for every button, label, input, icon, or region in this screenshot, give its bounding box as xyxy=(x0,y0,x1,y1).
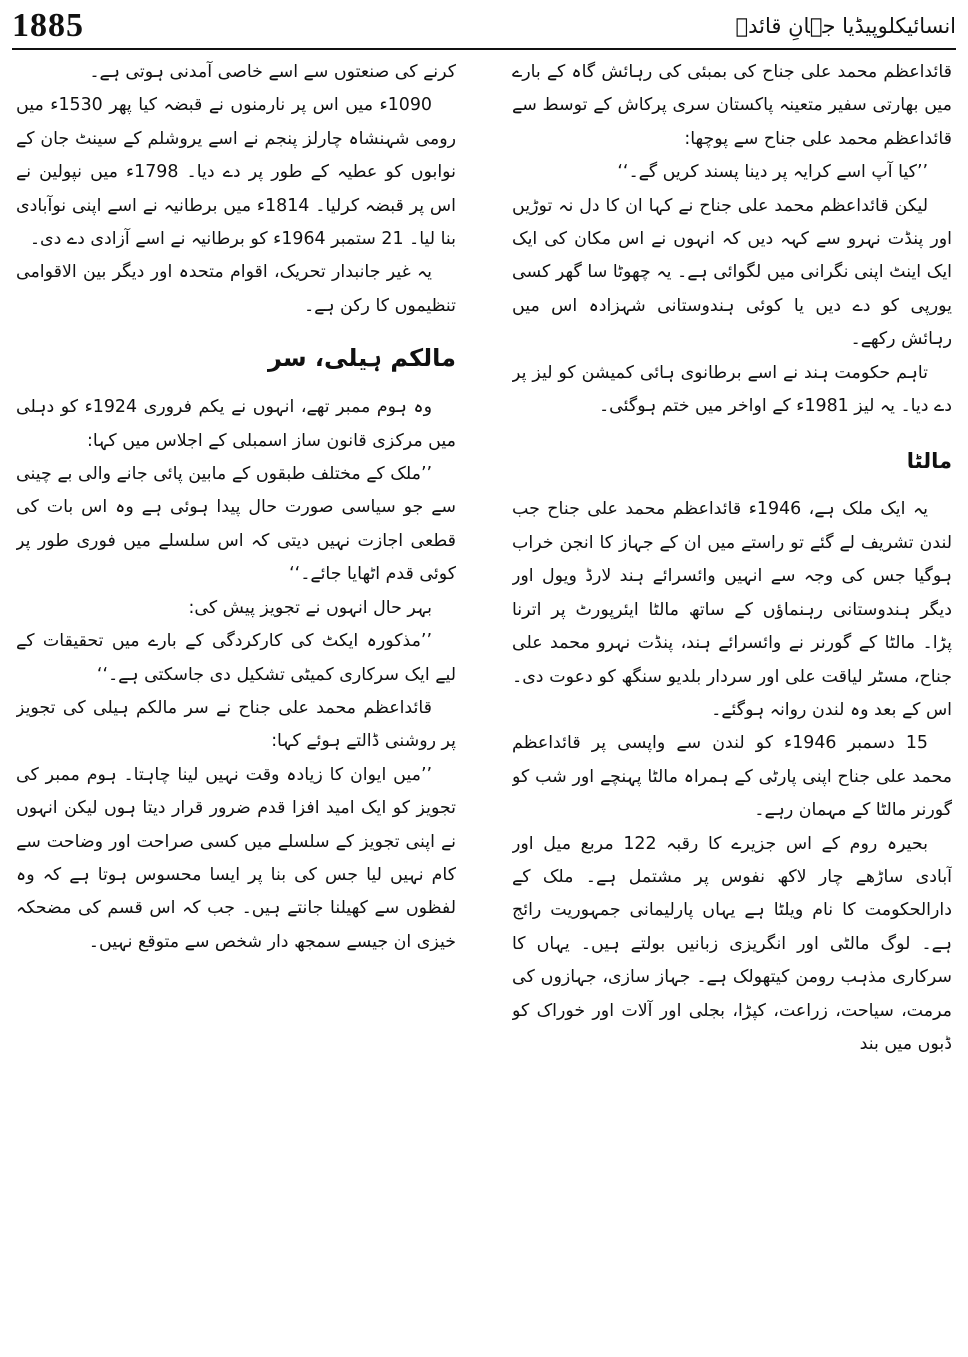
paragraph: قائداعظم محمد علی جناح نے سر مالکم ہیلی کی تجویز پر روشنی ڈالتے ہوئے کہا: xyxy=(16,697,456,752)
paragraph: یہ غیر جانبدار تحریک، اقوام متحدہ اور دیگر بین الاقوامی تنظیموں کا رکن ہے۔ xyxy=(16,262,456,316)
right-column xyxy=(512,56,952,1061)
quote: ’’مذکورہ ایکٹ کی کارکردگی کے بارے میں تحقیقات کے لیے ایک سرکاری کمیٹی تشکیل دی جاسکتی ہے۔‘‘ xyxy=(16,631,456,685)
page-number: 1885 xyxy=(12,7,84,44)
page-header xyxy=(12,4,956,48)
quote: ’’میں ایوان کا زیادہ وقت نہیں لینا چاہتا۔ ہوم ممبر کی تجویز کو ایک امید افزا قدم ضرور قرار دیتا ہوں لیکن انہوں نے اپنی تجویز کے سلسلے میں کسی صراحت اور وضاحت سے کام نہیں لیا جس کی بنا پر ایسا محسوس ہوتا ہے کہ وہ لفظوں سے کھیلنا جانتے ہیں۔ جب کہ اس قسم کی مضحکہ خیزی ان جیسے سمجھ دار شخص سے متوقع نہیں۔ xyxy=(16,764,456,952)
section-heading-malcolm-hailey: مالکم ہیلی، سر xyxy=(268,344,456,373)
running-title: انسائیکلوپیڈیا جہانِ قائدؒ xyxy=(735,14,956,38)
quote: ’’ملک کے مختلف طبقوں کے مابین پائی جانے والی بے چینی سے جو سیاسی صورت حال پیدا ہوئی ہے وہ اس بات کی قطعی اجازت نہیں دیتی کہ اس سلسلے میں فوری طور پر کوئی قدم اٹھایا جائے۔‘‘ xyxy=(16,464,456,585)
paragraph: بہر حال انہوں نے تجویز پیش کی: xyxy=(188,597,432,618)
paragraph: لیکن قائداعظم محمد علی جناح نے کہا ان کا دل نہ توڑیں اور پنڈت نہرو سے کہہ دیں کہ انہوں نے اس مکان کی ایک ایک اینٹ اپنی نگرانی میں لگوائی ہے۔ یہ چھوٹا سا گھر کسی یورپی کو دے دیں یا کوئی ہندوستانی شہزادہ اس میں رہائش رکھے۔ xyxy=(512,195,952,350)
paragraph: کرنے کی صنعتوں سے اسے خاصی آمدنی ہوتی ہے۔ xyxy=(89,62,456,82)
quote: ’’کیا آپ اسے کرایہ پر دینا پسند کریں گے۔‘‘ xyxy=(617,162,928,183)
paragraph: تاہم حکومت ہند نے اسے برطانوی ہائی کمیشن کو لیز پر دے دیا۔ یہ لیز 1981ء کے اواخر میں ختم ہوگئی۔ xyxy=(512,362,952,417)
paragraph: یہ ایک ملک ہے، 1946ء قائداعظم محمد علی جناح جب لندن تشریف لے گئے تو راستے میں ان کے جہاز کا انجن خراب ہوگیا جس کی وجہ سے انہیں وائسرائے ہند لارڈ ویول اور دیگر ہندوستانی رہنماؤں کے ساتھ مالٹا ایئرپورٹ پر اترنا پڑا۔ مالٹا کے گورنر نے وائسرائے ہند، پنڈت نہرو محمد علی جناح، مسٹر لیاقت علی اور سردار بلدیو سنگھ کو دعوت دی۔ اس کے بعد وہ لندن روانہ ہوگئے۔ xyxy=(512,499,952,720)
paragraph: بحیرہ روم کے اس جزیرے کا رقبہ 122 مربع میل اور آبادی ساڑھے چار لاکھ نفوس پر مشتمل ہے۔ ملک کے دارالحکومت کا نام ویلٹا ہے یہاں پارلیمانی جمہوریت رائج ہے۔ لوگ مالٹی اور انگریزی زبانیں بولتے ہیں۔ یہاں کا سرکاری مذہب رومن کیتھولک ہے۔ جہاز سازی، جہازوں کی مرمت، سیاحت، زراعت، کپڑا، بجلی اور آلات اور خوراک کو ڈبوں میں بند xyxy=(512,833,952,1054)
header-divider xyxy=(12,48,956,50)
paragraph: 1090ء میں اس پر نارمنوں نے قبضہ کیا پھر 1530ء میں رومی شہنشاہ چارلز پنجم نے اسے یروشلم کے سینٹ جان کے نوابوں کو عطیہ کے طور پر دے دیا۔ 1798ء میں نپولین نے اس پر قبضہ کرلیا۔ 1814ء میں برطانیہ نے اسے اپنی نوآبادی بنا لیا۔ 21 ستمبر 1964ء کو برطانیہ نے اسے آزادی دے دی۔ xyxy=(16,95,456,250)
left-column xyxy=(16,56,456,959)
paragraph: قائداعظم محمد علی جناح کی بمبئی کی رہائش گاہ کے بارے میں بھارتی سفیر متعینہ پاکستان سری پرکاش کے توسط سے قائداعظم محمد علی جناح سے پوچھا: xyxy=(512,62,952,149)
paragraph: 15 دسمبر 1946ء کو لندن سے واپسی پر قائداعظم محمد علی جناح اپنی پارٹی کے ہمراہ مالٹا پہنچے اور شب کو گورنر مالٹا کے مہمان رہے۔ xyxy=(512,733,952,821)
section-heading-malta: مالٹا xyxy=(906,449,952,474)
paragraph: وہ ہوم ممبر تھے، انہوں نے یکم فروری 1924ء کو دہلی میں مرکزی قانون ساز اسمبلی کے اجلاس میں کہا: xyxy=(16,397,456,451)
